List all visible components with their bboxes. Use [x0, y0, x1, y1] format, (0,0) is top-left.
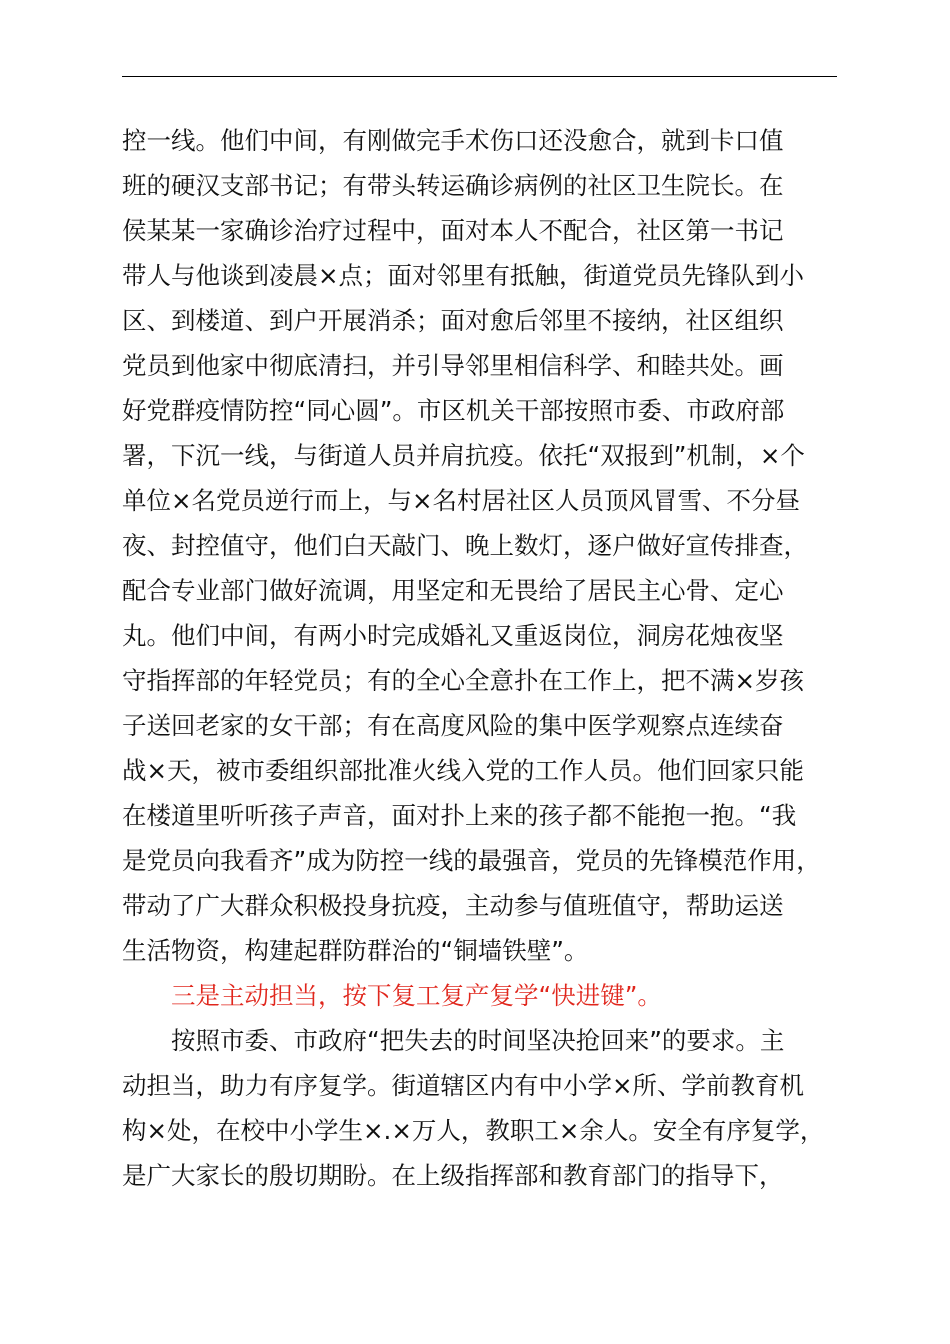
text-line: 按照市委、市政府“把失去的时间坚决抢回来”的要求。主	[122, 1026, 785, 1055]
text-line: 在楼道里听听孩子声音，面对扑上来的孩子都不能抱一抱。“我	[122, 801, 797, 830]
text-line: 单位×名党员逆行而上，与×名村居社区人员顶风冒雪、不分昼	[122, 486, 801, 515]
text-line: 是党员向我看齐”成为防控一线的最强音，党员的先锋模范作用，	[122, 846, 821, 875]
text-line: 动担当，助力有序复学。街道辖区内有中小学×所、学前教育机	[122, 1071, 805, 1100]
text-line: 夜、封控值守，他们白天敲门、晚上数灯，逐户做好宣传排查，	[122, 531, 808, 560]
section-heading: 三是主动担当，按下复工复产复学“快进键”。	[122, 981, 662, 1010]
text-line: 带动了广大群众积极投身抗疫，主动参与值班值守，帮助运送	[122, 891, 784, 920]
paragraph-2	[122, 1018, 862, 1198]
text-line: 党员到他家中彻底清扫，并引导邻里相信科学、和睦共处。画	[122, 351, 784, 380]
text-line: 战×天，被市委组织部批准火线入党的工作人员。他们回家只能	[122, 756, 805, 785]
text-line: 构×处，在校中小学生×.×万人，教职工×余人。安全有序复学，	[122, 1116, 825, 1145]
text-line: 好党群疫情防控“同心圆”。市区机关干部按照市委、市政府部	[122, 396, 785, 425]
text-line: 带人与他谈到凌晨×点；面对邻里有抵触，街道党员先锋队到小	[122, 261, 805, 290]
document-body	[122, 118, 862, 1198]
text-line: 是广大家长的殷切期盼。在上级指挥部和教育部门的指导下，	[122, 1161, 784, 1190]
text-line: 配合专业部门做好流调，用坚定和无畏给了居民主心骨、定心	[122, 576, 784, 605]
text-line: 署，下沉一线，与街道人员并肩抗疫。依托“双报到”机制，×个	[122, 441, 805, 470]
text-line: 侯某某一家确诊治疗过程中，面对本人不配合，社区第一书记	[122, 216, 784, 245]
text-line: 生活物资，构建起群防群治的“铜墙铁壁”。	[122, 936, 589, 965]
text-line: 控一线。他们中间，有刚做完手术伤口还没愈合，就到卡口值	[122, 126, 784, 155]
text-line: 守指挥部的年轻党员；有的全心全意扑在工作上，把不满×岁孩	[122, 666, 805, 695]
text-line: 丸。他们中间，有两小时完成婚礼又重返岗位，洞房花烛夜坚	[122, 621, 784, 650]
text-line: 班的硬汉支部书记；有带头转运确诊病例的社区卫生院长。在	[122, 171, 784, 200]
text-line: 子送回老家的女干部；有在高度风险的集中医学观察点连续奋	[122, 711, 784, 740]
paragraph-1	[122, 118, 862, 973]
text-line: 区、到楼道、到户开展消杀；面对愈后邻里不接纳，社区组织	[122, 306, 784, 335]
header-rule	[122, 76, 837, 77]
